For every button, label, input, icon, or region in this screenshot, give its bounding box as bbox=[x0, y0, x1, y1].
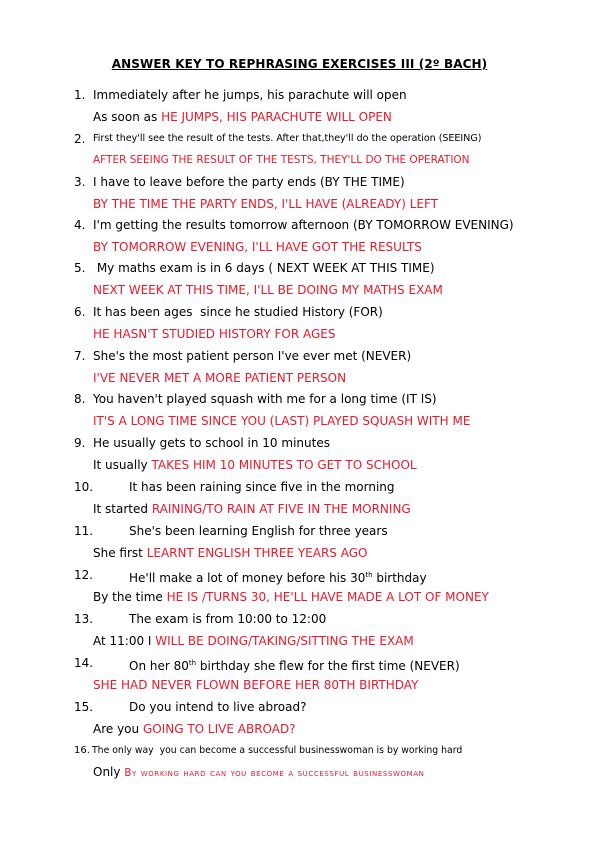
item-number: 13. bbox=[74, 612, 94, 626]
answer-text: BY THE TIME THE PARTY ENDS, I'LL HAVE (ALREADY) LEFT bbox=[93, 197, 438, 211]
answer-text: IT'S A LONG TIME SINCE YOU (LAST) PLAYED SQUASH WITH ME bbox=[93, 414, 471, 428]
item-question: You haven't played squash with me for a long time (IT IS) bbox=[93, 392, 437, 406]
item-question: It has been ages since he studied History (FOR) bbox=[93, 305, 383, 319]
item-question: He'll make a lot of money before his 30 bbox=[129, 571, 366, 585]
answer-prefix: By the time bbox=[93, 590, 167, 604]
answer-text: BY TOMORROW EVENING, I'LL HAVE GOT THE RESULTS bbox=[93, 240, 422, 254]
answer-prefix: Are you bbox=[93, 722, 143, 736]
answer-text: SHE HAD NEVER FLOWN BEFORE HER 80TH BIRTHDAY bbox=[93, 678, 419, 692]
page-title: ANSWER KEY TO REPHRASING EXERCISES III (2º BACH) bbox=[111, 57, 488, 71]
item-number: 11. bbox=[74, 524, 94, 538]
answer-text: HE IS /TURNS 30, HE'LL HAVE MADE A LOT OF MONEY bbox=[166, 590, 489, 604]
item-number: 4. bbox=[74, 218, 86, 232]
item-number: 2. bbox=[74, 132, 86, 146]
answer-text: AFTER SEEING THE RESULT OF THE TESTS, THEY'LL DO THE OPERATION bbox=[93, 154, 470, 166]
answer-text: LEARNT ENGLISH THREE YEARS AGO bbox=[146, 546, 368, 560]
answer-prefix: As soon as bbox=[93, 110, 162, 124]
item-question: Immediately after he jumps, his parachute will open bbox=[93, 88, 407, 102]
item-question: He usually gets to school in 10 minutes bbox=[93, 436, 330, 450]
item-question-tail: birthday bbox=[372, 571, 427, 585]
item-number: 15. bbox=[74, 700, 94, 714]
item-question: I have to leave before the party ends (BY THE TIME) bbox=[93, 175, 405, 189]
item-number: 5. bbox=[74, 261, 86, 275]
answer-text: WILL BE DOING/TAKING/SITTING THE EXAM bbox=[155, 634, 414, 648]
ordinal-suffix: th bbox=[365, 571, 373, 579]
answer-text: By working hard can you become a successful businesswoman bbox=[124, 767, 425, 779]
item-question: I'm getting the results tomorrow afternoon (BY TOMORROW EVENING) bbox=[93, 218, 514, 232]
item-question: The exam is from 10:00 to 12:00 bbox=[129, 612, 327, 626]
item-number: 10. bbox=[74, 480, 94, 494]
answer-prefix: At 11:00 I bbox=[93, 634, 156, 648]
answer-prefix: Only bbox=[93, 765, 125, 779]
answer-prefix: It usually bbox=[93, 458, 152, 472]
answer-text: NEXT WEEK AT THIS TIME, I'LL BE DOING MY MATHS EXAM bbox=[93, 283, 443, 297]
item-number: 8. bbox=[74, 392, 86, 406]
item-question: The only way you can become a successful businesswoman is by working hard bbox=[92, 745, 463, 756]
ordinal-suffix: th bbox=[188, 659, 197, 667]
item-number: 12. bbox=[74, 568, 94, 582]
answer-prefix: It started bbox=[93, 502, 152, 516]
answer-text: GOING TO LIVE ABROAD? bbox=[142, 722, 296, 736]
item-question-tail: birthday she flew for the first time (NEVER) bbox=[196, 659, 460, 673]
item-number: 6. bbox=[74, 305, 86, 319]
item-number: 1. bbox=[74, 88, 86, 102]
answer-text: HE HASN'T STUDIED HISTORY FOR AGES bbox=[93, 327, 336, 341]
item-number: 3. bbox=[74, 175, 86, 189]
item-question: She's the most patient person I've ever met (NEVER) bbox=[93, 349, 412, 363]
item-number: 14. bbox=[74, 656, 94, 670]
answer-text: I'VE NEVER MET A MORE PATIENT PERSON bbox=[93, 371, 347, 385]
item-question: It has been raining since five in the morning bbox=[129, 480, 395, 494]
item-question: First they'll see the result of the tests. After that,they'll do the operation (SEEING) bbox=[93, 133, 482, 144]
item-question: My maths exam is in 6 days ( NEXT WEEK AT THIS TIME) bbox=[93, 261, 435, 275]
answer-text: RAINING/TO RAIN AT FIVE IN THE MORNING bbox=[151, 502, 411, 516]
answer-prefix: She first bbox=[93, 546, 147, 560]
item-number: 7. bbox=[74, 349, 86, 363]
item-question: Do you intend to live abroad? bbox=[129, 700, 307, 714]
item-question: On her 80 bbox=[129, 659, 189, 673]
item-number: 16. bbox=[74, 745, 90, 756]
answer-text: TAKES HIM 10 MINUTES TO GET TO SCHOOL bbox=[151, 458, 417, 472]
answer-text: HE JUMPS, HIS PARACHUTE WILL OPEN bbox=[161, 110, 392, 124]
item-number: 9. bbox=[74, 436, 86, 450]
item-question: She's been learning English for three years bbox=[129, 524, 388, 538]
